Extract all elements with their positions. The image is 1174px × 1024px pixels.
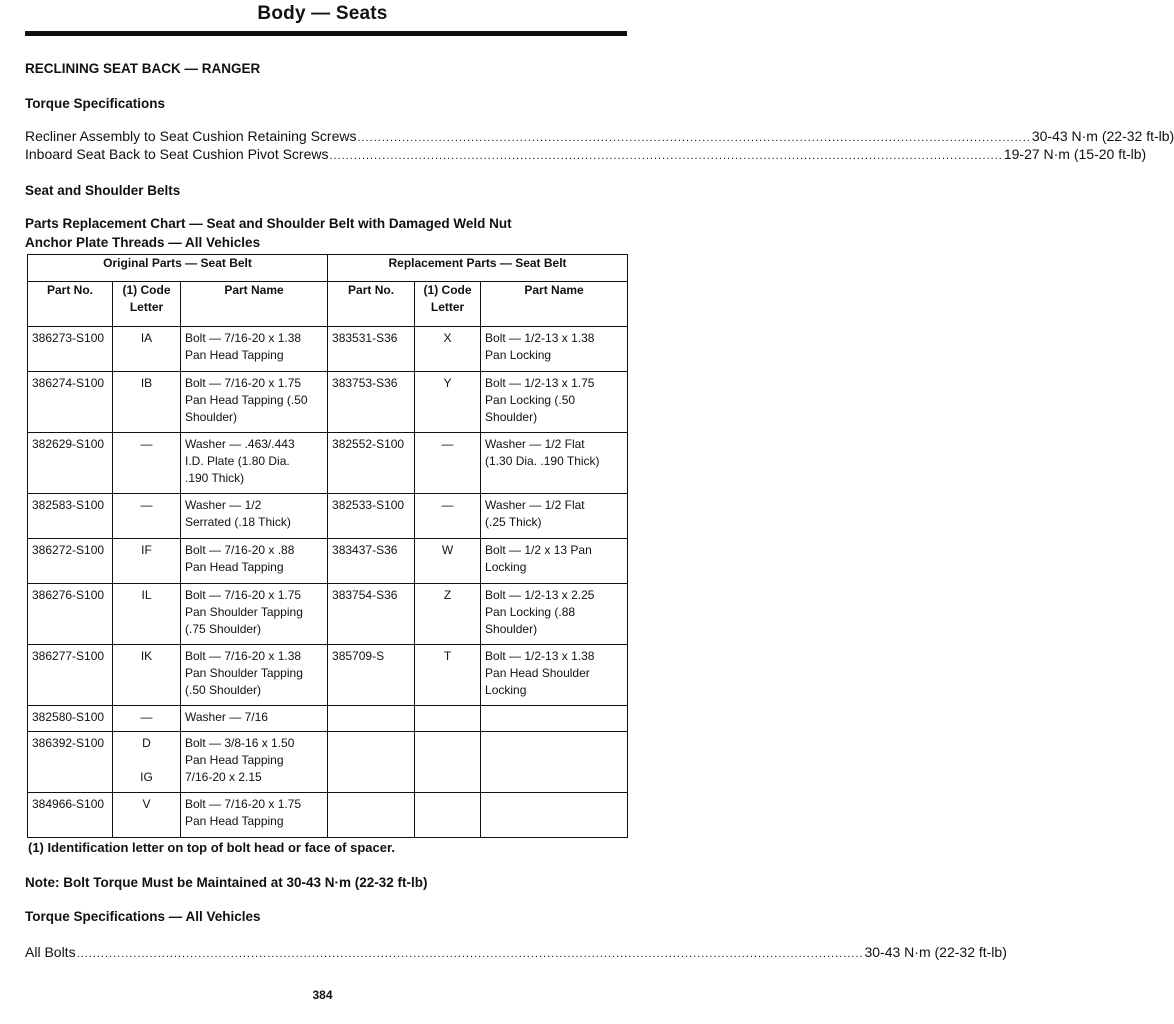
group-header-replacement: Replacement Parts — Seat Belt xyxy=(328,255,628,282)
rep-code-letter: W xyxy=(415,539,481,584)
orig-part-no: 386274-S100 xyxy=(28,372,113,433)
orig-part-no: 382583-S100 xyxy=(28,494,113,539)
orig-part-no: 384966-S100 xyxy=(28,793,113,838)
rep-part-name xyxy=(481,732,628,793)
orig-code-letter: — xyxy=(113,494,181,539)
section-title: RECLINING SEAT BACK — RANGER xyxy=(25,61,261,76)
leader-dots: ...................................................................................................................................................................... xyxy=(329,150,1003,162)
rep-code-letter xyxy=(415,706,481,732)
table-row xyxy=(28,433,628,494)
rep-code-letter: Y xyxy=(415,372,481,433)
rep-code-letter: — xyxy=(415,494,481,539)
orig-code-letter: — xyxy=(113,706,181,732)
col-header-code-letter: (1) Code Letter xyxy=(415,282,481,327)
orig-part-name: Bolt — 7/16-20 x 1.38 Pan Head Tapping xyxy=(181,327,328,372)
col-header-code-letter: (1) Code Letter xyxy=(113,282,181,327)
rep-part-no: 383531-S36 xyxy=(328,327,415,372)
orig-code-letter: — xyxy=(113,433,181,494)
table-row xyxy=(28,793,628,838)
rep-part-name: Bolt — 1/2-13 x 1.75 Pan Locking (.50 Shoulder) xyxy=(481,372,628,433)
orig-part-name: Bolt — 7/16-20 x 1.75 Pan Head Tapping xyxy=(181,793,328,838)
table-row xyxy=(28,372,628,433)
col-header-part-no: Part No. xyxy=(28,282,113,327)
rep-part-no: 385709-S xyxy=(328,645,415,706)
rep-part-name: Bolt — 1/2-13 x 2.25 Pan Locking (.88 Shoulder) xyxy=(481,584,628,645)
torque-spec-line xyxy=(25,128,1174,144)
torque-spec-label: Recliner Assembly to Seat Cushion Retaining Screws xyxy=(25,128,357,144)
chart-title-line1: Parts Replacement Chart — Seat and Shoulder Belt with Damaged Weld Nut xyxy=(25,216,512,231)
group-header-original: Original Parts — Seat Belt xyxy=(28,255,328,282)
rep-part-no: 383754-S36 xyxy=(328,584,415,645)
orig-code-letter: V xyxy=(113,793,181,838)
rep-part-name: Washer — 1/2 Flat (.25 Thick) xyxy=(481,494,628,539)
table-row xyxy=(28,645,628,706)
orig-part-name: Bolt — 7/16-20 x 1.38 Pan Shoulder Tapping (.50 Shoulder) xyxy=(181,645,328,706)
rep-part-no: 382552-S100 xyxy=(328,433,415,494)
rep-code-letter: X xyxy=(415,327,481,372)
table-row xyxy=(28,327,628,372)
orig-part-name: Bolt — 7/16-20 x 1.75 Pan Shoulder Tapping (.75 Shoulder) xyxy=(181,584,328,645)
rep-code-letter: — xyxy=(415,433,481,494)
table-row xyxy=(28,706,628,732)
parts-replacement-table xyxy=(27,254,628,838)
table-row xyxy=(28,494,628,539)
orig-code-letter: IK xyxy=(113,645,181,706)
leader-dots: ...................................................................................................................................................................... xyxy=(357,132,1031,144)
rep-part-no: 382533-S100 xyxy=(328,494,415,539)
torque-spec-value: 30-43 N·m (22-32 ft-lb) xyxy=(1031,128,1174,144)
torque-spec-line xyxy=(25,944,1007,960)
footnote: (1) Identification letter on top of bolt head or face of spacer. xyxy=(28,840,395,855)
orig-part-no: 386392-S100 xyxy=(28,732,113,793)
torque-spec-value: 19-27 N·m (15-20 ft-lb) xyxy=(1003,146,1147,162)
orig-part-no: 386276-S100 xyxy=(28,584,113,645)
table-row xyxy=(28,732,628,793)
orig-part-name: Washer — 7/16 xyxy=(181,706,328,732)
orig-part-no: 382580-S100 xyxy=(28,706,113,732)
table-row xyxy=(28,539,628,584)
orig-part-name: Washer — 1/2 Serrated (.18 Thick) xyxy=(181,494,328,539)
orig-part-name: Washer — .463/.443 I.D. Plate (1.80 Dia. .190 Thick) xyxy=(181,433,328,494)
orig-code-letter: IL xyxy=(113,584,181,645)
col-header-part-no: Part No. xyxy=(328,282,415,327)
rep-code-letter xyxy=(415,793,481,838)
rep-part-name: Bolt — 1/2-13 x 1.38 Pan Head Shoulder Locking xyxy=(481,645,628,706)
torque-spec-line xyxy=(25,146,1147,162)
rep-code-letter: T xyxy=(415,645,481,706)
orig-code-letter: IF xyxy=(113,539,181,584)
rep-part-name xyxy=(481,706,628,732)
torque-spec-label: All Bolts xyxy=(25,944,76,960)
orig-part-name: Bolt — 3/8-16 x 1.50 Pan Head Tapping 7/16-20 x 2.15 xyxy=(181,732,328,793)
orig-part-name: Bolt — 7/16-20 x 1.75 Pan Head Tapping (.50 Shoulder) xyxy=(181,372,328,433)
page-title: Body — Seats xyxy=(257,3,388,24)
orig-code-letter: IB xyxy=(113,372,181,433)
rep-part-name: Bolt — 1/2 x 13 Pan Locking xyxy=(481,539,628,584)
orig-part-no: 386277-S100 xyxy=(28,645,113,706)
torque-spec-label: Inboard Seat Back to Seat Cushion Pivot Screws xyxy=(25,146,329,162)
orig-part-no: 386272-S100 xyxy=(28,539,113,584)
page-number: 384 xyxy=(312,988,333,1002)
belts-heading: Seat and Shoulder Belts xyxy=(25,183,181,198)
orig-code-letter: IA xyxy=(113,327,181,372)
rep-code-letter: Z xyxy=(415,584,481,645)
rep-part-name xyxy=(481,793,628,838)
torque-note: Note: Bolt Torque Must be Maintained at 30-43 N·m (22-32 ft-lb) xyxy=(25,875,428,890)
header-rule xyxy=(25,31,627,36)
table-row xyxy=(28,584,628,645)
orig-part-no: 382629-S100 xyxy=(28,433,113,494)
orig-part-no: 386273-S100 xyxy=(28,327,113,372)
rep-part-name: Bolt — 1/2-13 x 1.38 Pan Locking xyxy=(481,327,628,372)
torque-heading-2: Torque Specifications — All Vehicles xyxy=(25,909,261,924)
torque-spec-value: 30-43 N·m (22-32 ft-lb) xyxy=(864,944,1007,960)
rep-part-no xyxy=(328,793,415,838)
orig-part-name: Bolt — 7/16-20 x .88 Pan Head Tapping xyxy=(181,539,328,584)
chart-title-line2: Anchor Plate Threads — All Vehicles xyxy=(25,235,261,250)
rep-part-no xyxy=(328,706,415,732)
rep-part-name: Washer — 1/2 Flat (1.30 Dia. .190 Thick) xyxy=(481,433,628,494)
torque-heading-1: Torque Specifications xyxy=(25,96,166,111)
rep-part-no: 383437-S36 xyxy=(328,539,415,584)
rep-code-letter xyxy=(415,732,481,793)
rep-part-no xyxy=(328,732,415,793)
rep-part-no: 383753-S36 xyxy=(328,372,415,433)
col-header-part-name: Part Name xyxy=(481,282,628,327)
col-header-part-name: Part Name xyxy=(181,282,328,327)
leader-dots: .................................................................................................................................................................................................. xyxy=(76,948,864,960)
orig-code-letter: D IG xyxy=(113,732,181,793)
